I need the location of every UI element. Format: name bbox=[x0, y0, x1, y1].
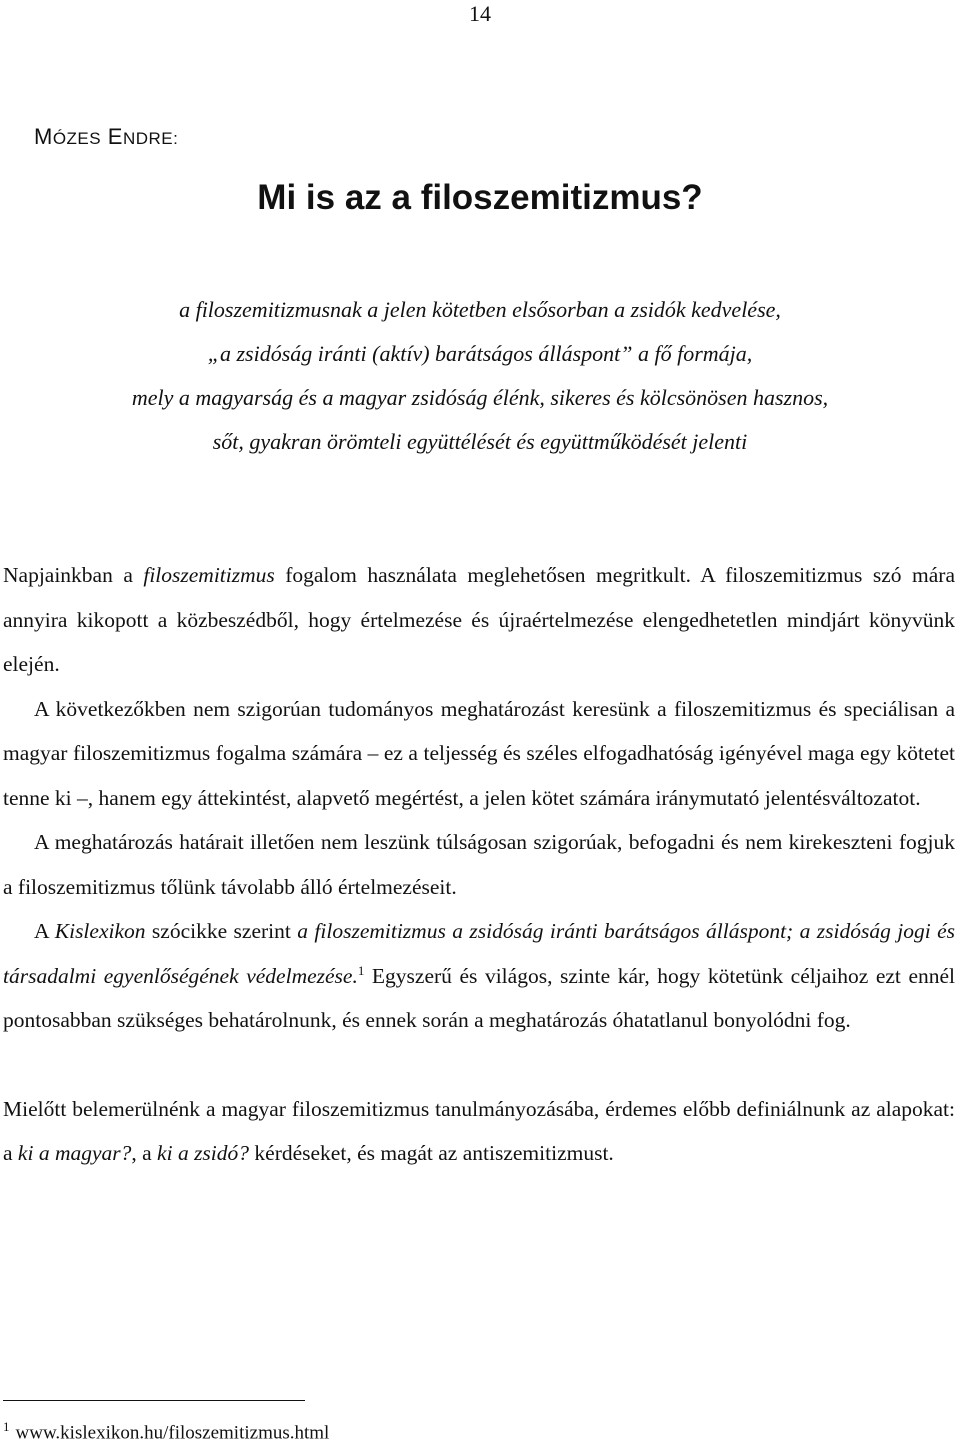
author-name bbox=[34, 124, 178, 150]
motto-line: „a zsidóság iránti (aktív) barátságos álláspont” a fő formája, bbox=[207, 341, 753, 366]
italic-question: ki a zsidó? bbox=[157, 1141, 250, 1165]
motto-line: sőt, gyakran örömteli együttélését és együttműködését jelenti bbox=[212, 429, 748, 454]
text-run: fogalom használata meglehetősen megritkult. A filoszemitizmus szó mára annyira kikopott a közbeszédből, hogy értelmezése és újraértelmezése elengedhetetlen mindjárt könyvünk elején. bbox=[3, 563, 955, 676]
chapter-title: Mi is az a filoszemitizmus? bbox=[257, 178, 703, 217]
paragraph-5 bbox=[3, 1087, 955, 1176]
paragraph-3: A meghatározás határait illetően nem leszünk túlságosan szigorúak, befogadni és nem kirekeszteni fogjuk a filoszemitizmus tőlünk távolabb álló értelmezéseit. bbox=[3, 830, 955, 899]
paragraph-4 bbox=[3, 909, 955, 1043]
page-number: 14 bbox=[469, 1, 491, 26]
text-run: Napjainkban a bbox=[3, 563, 144, 587]
text-run: Egyszerű és világos, szinte kár, hogy kötetünk céljaihoz ezt ennél pontosabban szükséges behatárolnunk, és ennek során a meghatározás óhatatlanul bonyolódni fog. bbox=[3, 963, 956, 1032]
author-first-rest: ÓZES bbox=[52, 129, 102, 148]
author-first-initial: M bbox=[34, 124, 53, 149]
footnote-divider bbox=[3, 1400, 305, 1401]
text-run: kérdéseket, és magát az antiszemitizmust. bbox=[249, 1141, 614, 1165]
footnote bbox=[3, 1414, 329, 1446]
text-run: , a bbox=[131, 1141, 158, 1165]
footnote-number: 1 bbox=[3, 1419, 10, 1434]
italic-term: filoszemitizmus bbox=[143, 563, 275, 587]
motto-line: mely a magyarság és a magyar zsidóság élénk, sikeres és kölcsönösen hasznos, bbox=[131, 385, 829, 410]
footnote-reference[interactable]: 1 bbox=[357, 962, 365, 978]
author-second-initial: E bbox=[107, 124, 123, 149]
text-run: szócikke szerint bbox=[145, 919, 298, 943]
text-run: A bbox=[34, 919, 55, 943]
text-run: Mielőtt belemerülnénk a magyar filoszemitizmus tanulmányozásába, érdemes előbb definiálnunk az alapokat: a bbox=[3, 1096, 955, 1165]
motto bbox=[0, 288, 960, 464]
italic-question: ki a magyar? bbox=[17, 1141, 132, 1165]
footnote-link[interactable]: www.kislexikon.hu/filoszemitizmus.html bbox=[15, 1422, 330, 1444]
motto-line: a filoszemitizmusnak a jelen kötetben elsősorban a zsidók kedvelése, bbox=[179, 297, 781, 322]
author-second-rest: NDRE: bbox=[122, 129, 179, 148]
italic-quote: a filoszemitizmus a zsidóság iránti barátságos álláspont; a zsidóság jogi és társadalmi egyenlőségének védelmezése. bbox=[3, 919, 956, 988]
body-text bbox=[3, 553, 955, 1176]
italic-term: Kislexikon bbox=[54, 919, 146, 943]
paragraph-2: A következőkben nem szigorúan tudományos meghatározást keresünk a filoszemitizmus és speciálisan a magyar filoszemitizmus fogalma számára – ez a teljesség és széles elfogadhatóság igényével maga egy kötetet tenne ki –, hanem egy áttekintést, alapvető megértést, a jelen kötet számára iránymutató jelentésváltozatot. bbox=[3, 696, 955, 810]
paragraph-1 bbox=[3, 553, 955, 687]
